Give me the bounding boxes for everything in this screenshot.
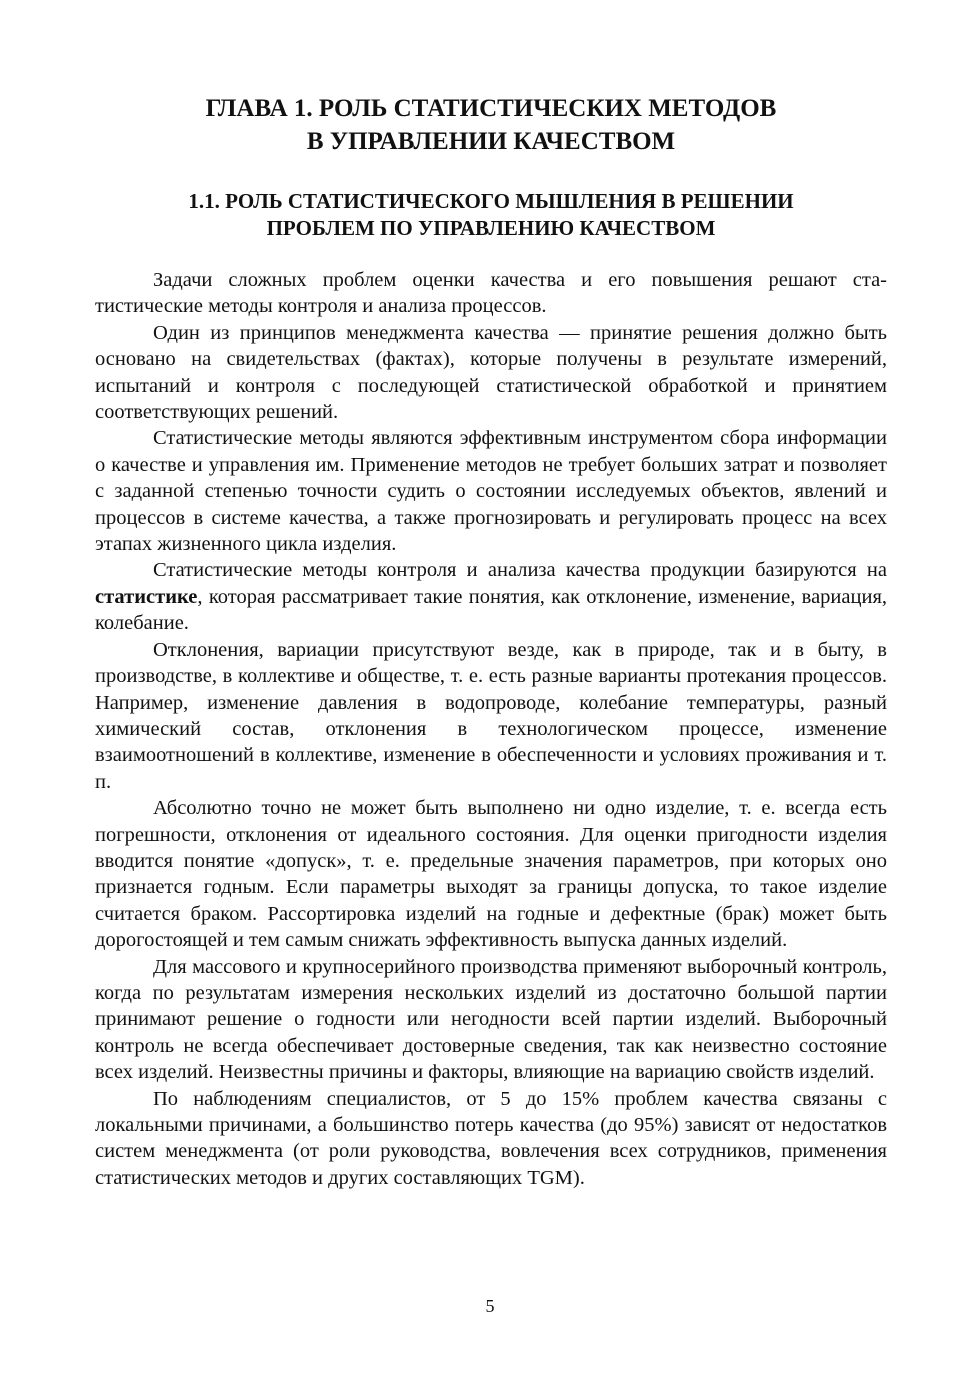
document-page: [95, 92, 887, 1191]
paragraph-5: Отклонения, вариации присутствуют везде, как в природе, так и в быту, в производстве, в коллективе и обществе, т. е. есть разные варианты протекания процессов. Например, изменение давления в водопроводе, колебание температуры, разный химический состав, отклонения в технологическом процессе, изменение взаимоотношений в коллективе, изменение в обеспеченности и условиях проживания и т. п.: [95, 638, 887, 793]
paragraph-4-end: , которая рассматривает такие понятия, как отклонение, изменение, вариация, колебание.: [95, 585, 887, 635]
paragraph-4: [95, 557, 887, 636]
paragraph-1: Задачи сложных проблем оценки качества и его повышения решают статистические методы контроля и анализа процессов.: [95, 269, 887, 318]
section-title-line-2: ПРОБЛЕМ ПО УПРАВЛЕНИЮ КАЧЕСТВОМ: [266, 216, 716, 240]
term-statistics: статистике: [95, 585, 198, 608]
paragraph-6: Абсолютно точно не может быть выполнено ни одно изделие, т. е. всегда есть погрешности, отклонения от идеального состояния. Для оценки пригодности изделия вводится понятие «допуск», т. е. предельные значения параметров, при которых оно признается годным. Если параметры выходят за границы допуска, то такое изделие считается браком. Рассортировка изделий на годные и дефектные (брак) может быть дорогостоящей и тем самым снижать эффективность выпуска данных изделий.: [95, 797, 887, 952]
paragraph-7: Для массового и крупносерийного производства применяют выборочный контроль, когда по результатам измерения нескольких изделий из достаточно большой партии принимают решение о годности или негодности всей партии изделий. Выборочный контроль не всегда обеспечивает достоверные сведения, так как неизвестно состояние всех изделий. Неизвестны причины и факторы, влияющие на вариацию свойств изделий.: [95, 955, 887, 1084]
paragraph-8: По наблюдениям специалистов, от 5 до 15% проблем качества связаны с локальными причинами, а большинство потерь качества (до 95%) зависят от недостатков систем менеджмента (от роли руководства, вовлечения всех сотрудников, применения статистических методов и других составляющих TGM).: [95, 1087, 887, 1189]
paragraph-3: Статистические методы являются эффективным инструментом сбора информации о качестве и управления им. Применение методов не требует больших затрат и позволяет с заданной степенью точности судить о состоянии исследуемых объектов, явлений и процессов в системе качества, а также прогнозировать и регулировать процесс на всех этапах жизненного цикла изделия.: [95, 427, 887, 556]
paragraph-2: Один из принципов менеджмента качества — принятие решения должно быть основано на свидетельствах (фактах), которые получены в результате измерений, испытаний и контроля с последующей статистической обработкой и принятием соответствующих решений.: [95, 321, 887, 424]
section-title: [95, 188, 887, 242]
paragraph-4-start: Статистические методы контроля и анализа качества продукции базируются на: [153, 559, 887, 582]
chapter-title-line-1: ГЛАВА 1. РОЛЬ СТАТИСТИЧЕСКИХ МЕТОДОВ: [205, 95, 777, 122]
body-text: [95, 267, 887, 1191]
section-title-line-1: 1.1. РОЛЬ СТАТИСТИЧЕСКОГО МЫШЛЕНИЯ В РЕШЕНИИ: [188, 189, 794, 213]
chapter-title-line-2: В УПРАВЛЕНИИ КАЧЕСТВОМ: [306, 128, 676, 155]
chapter-title: [95, 92, 887, 158]
page-number: 5: [485, 1296, 495, 1316]
